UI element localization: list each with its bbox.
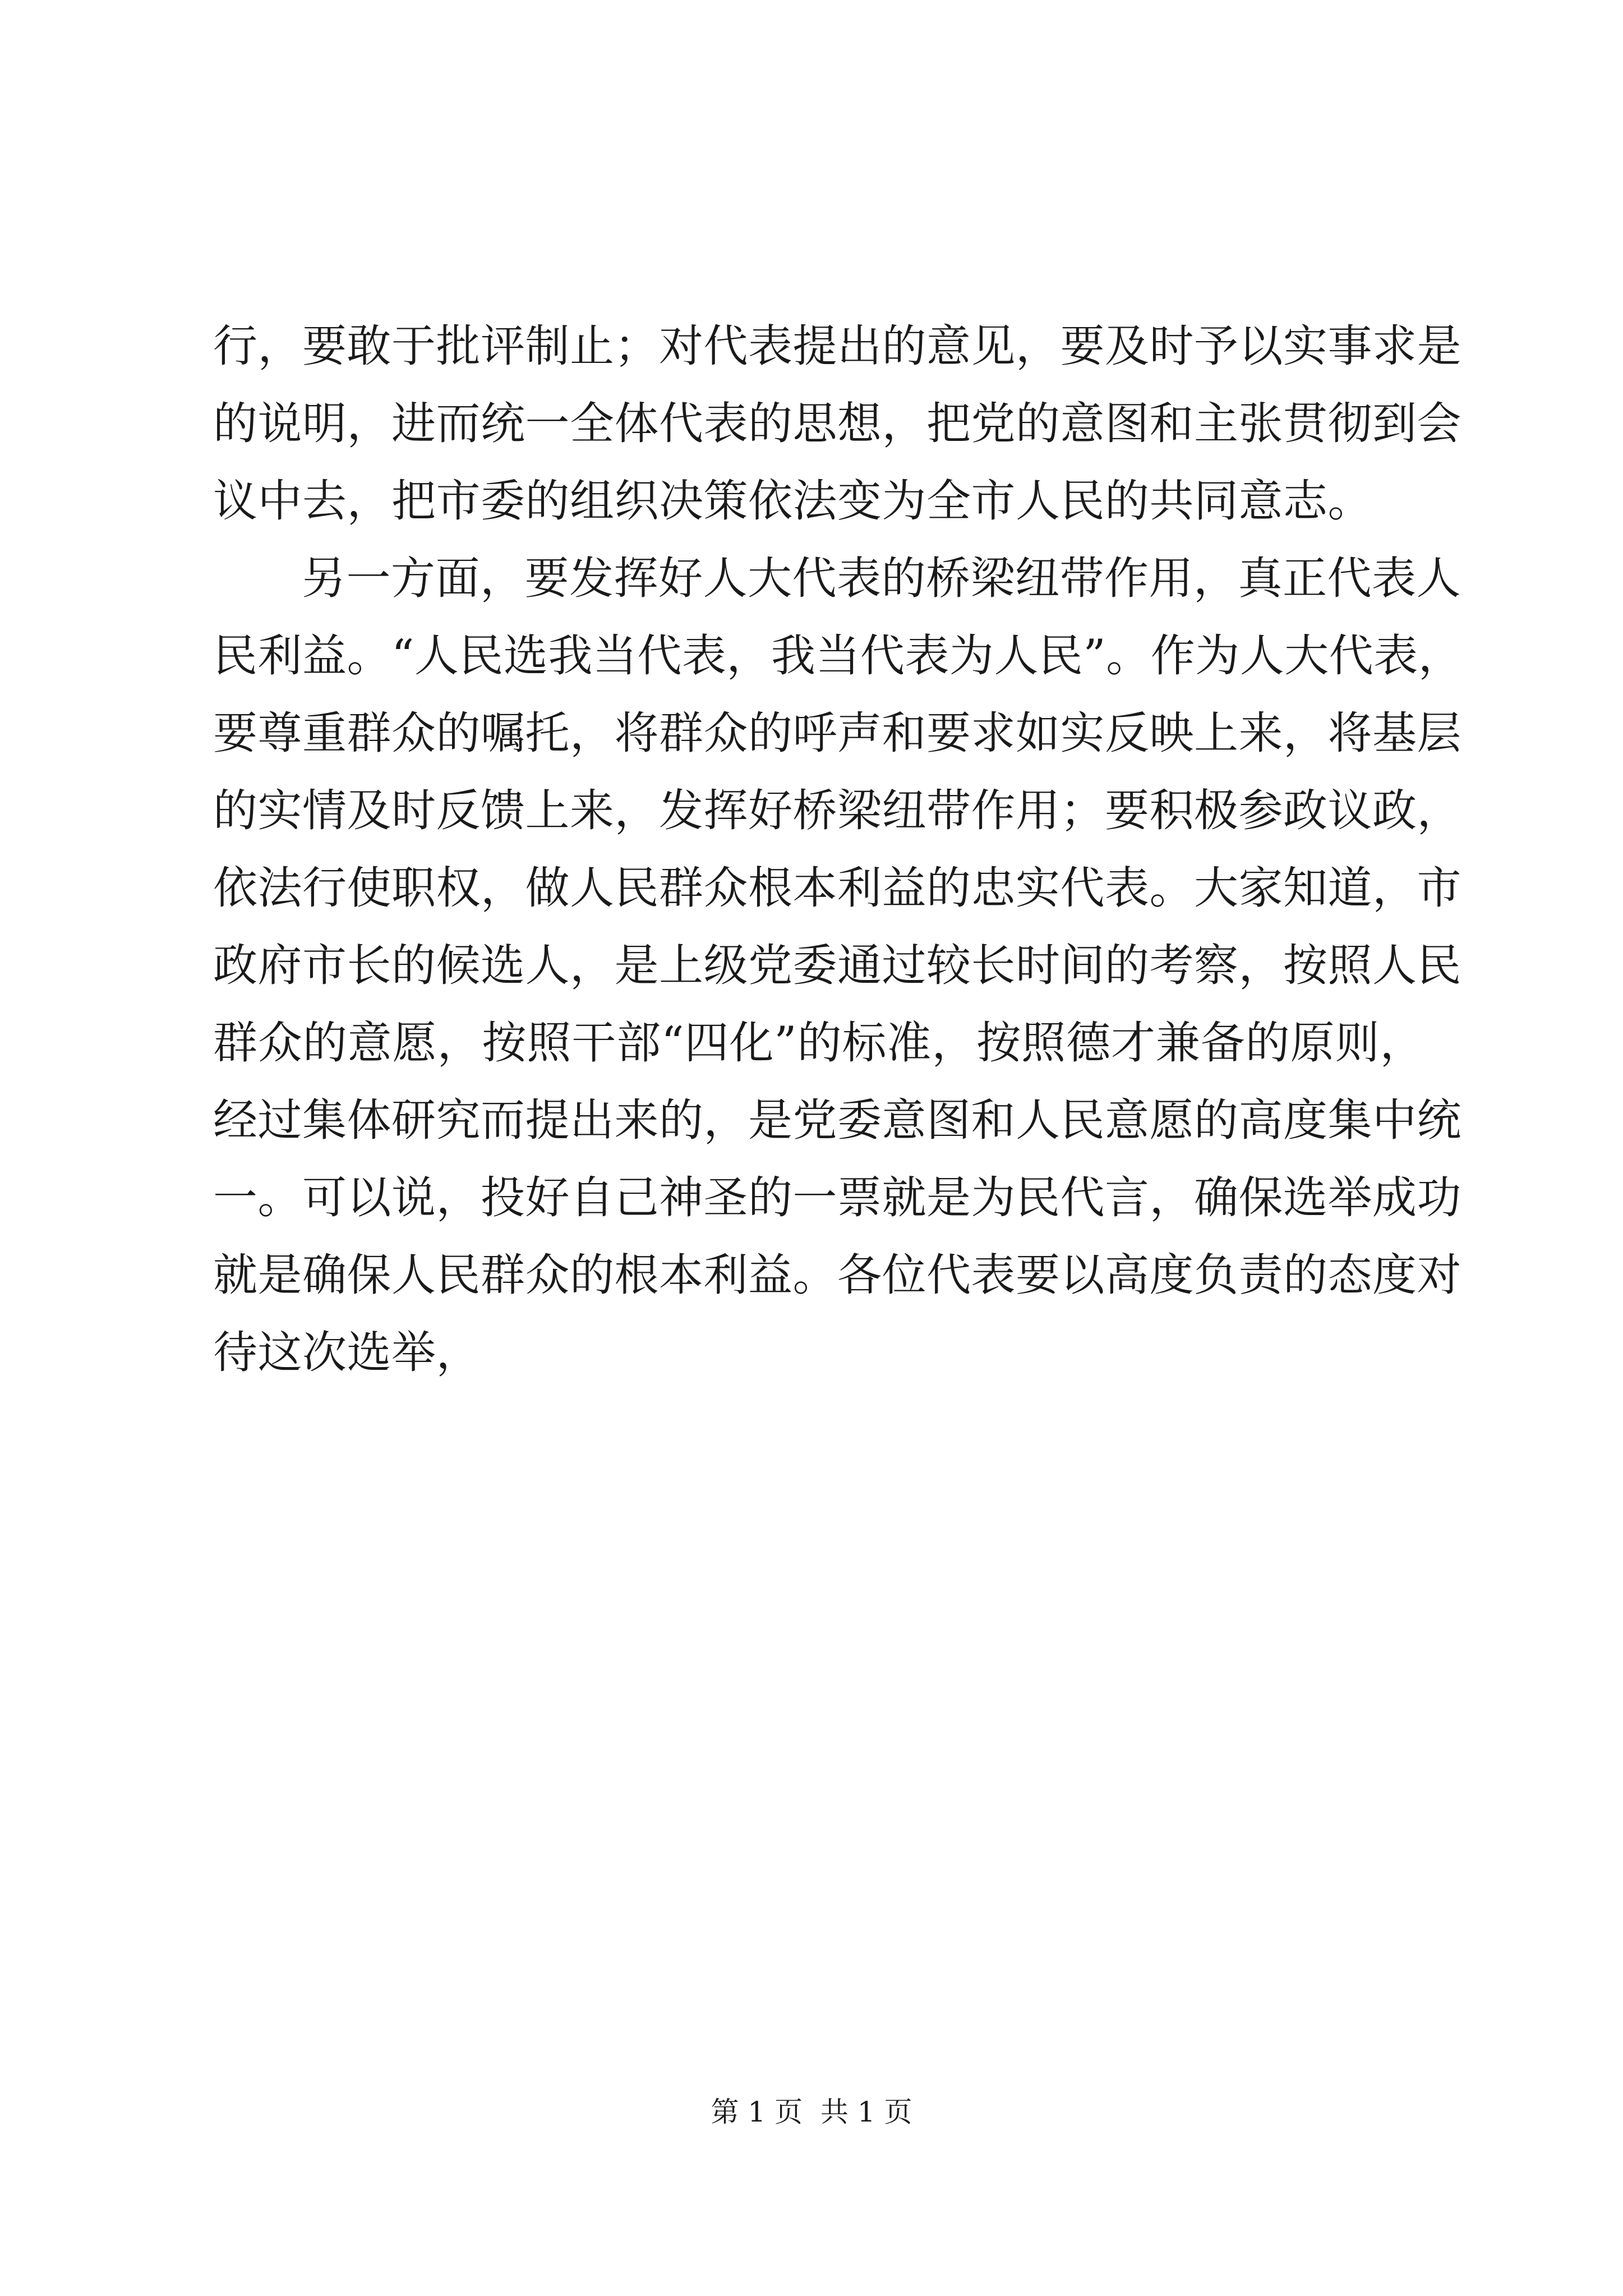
page-number-footer: 第 1 页 共 1 页 — [711, 2096, 912, 2128]
paragraph-line: 一。可以说，投好自己神圣的一票就是为民代言，确保选举成功 — [213, 1172, 1461, 1223]
paragraph-2 — [213, 540, 1463, 1391]
paragraph-line: 依法行使职权，做人民群众根本利益的忠实代表。大家知道，市 — [213, 862, 1461, 914]
paragraph-line: 政府市长的候选人，是上级党委通过较长时间的考察，按照人民 — [213, 940, 1461, 991]
paragraph-line: 经过集体研究而提出来的，是党委意图和人民意愿的高度集中统 — [213, 1094, 1461, 1146]
paragraph-line: 议中去，把市委的组织决策依法变为全市人民的共同意志。 — [213, 475, 1372, 527]
paragraph-line: 要尊重群众的嘱托，将群众的呼声和要求如实反映上来，将基层 — [213, 707, 1461, 759]
body-text — [213, 307, 1463, 1391]
paragraph-line: 就是确保人民群众的根本利益。各位代表要以高度负责的态度对 — [213, 1249, 1461, 1301]
paragraph-line: 民利益。“人民选我当代表，我当代表为人民”。作为人大代表， — [213, 630, 1463, 682]
paragraph-line: 的实情及时反馈上来，发挥好桥梁纽带作用；要积极参政议政， — [213, 785, 1461, 836]
paragraph-line: 待这次选举， — [213, 1327, 481, 1378]
paragraph-1 — [213, 307, 1461, 540]
paragraph-line: 行，要敢于批评制止；对代表提出的意见，要及时予以实事求是 — [213, 320, 1461, 372]
paragraph-line: 另一方面，要发挥好人大代表的桥梁纽带作用，真正代表人 — [302, 553, 1461, 604]
paragraph-line: 群众的意愿，按照干部“四化”的标准，按照德才兼备的原则， — [213, 1017, 1424, 1069]
paragraph-line: 的说明，进而统一全体代表的思想，把党的意图和主张贯彻到会 — [213, 398, 1461, 449]
